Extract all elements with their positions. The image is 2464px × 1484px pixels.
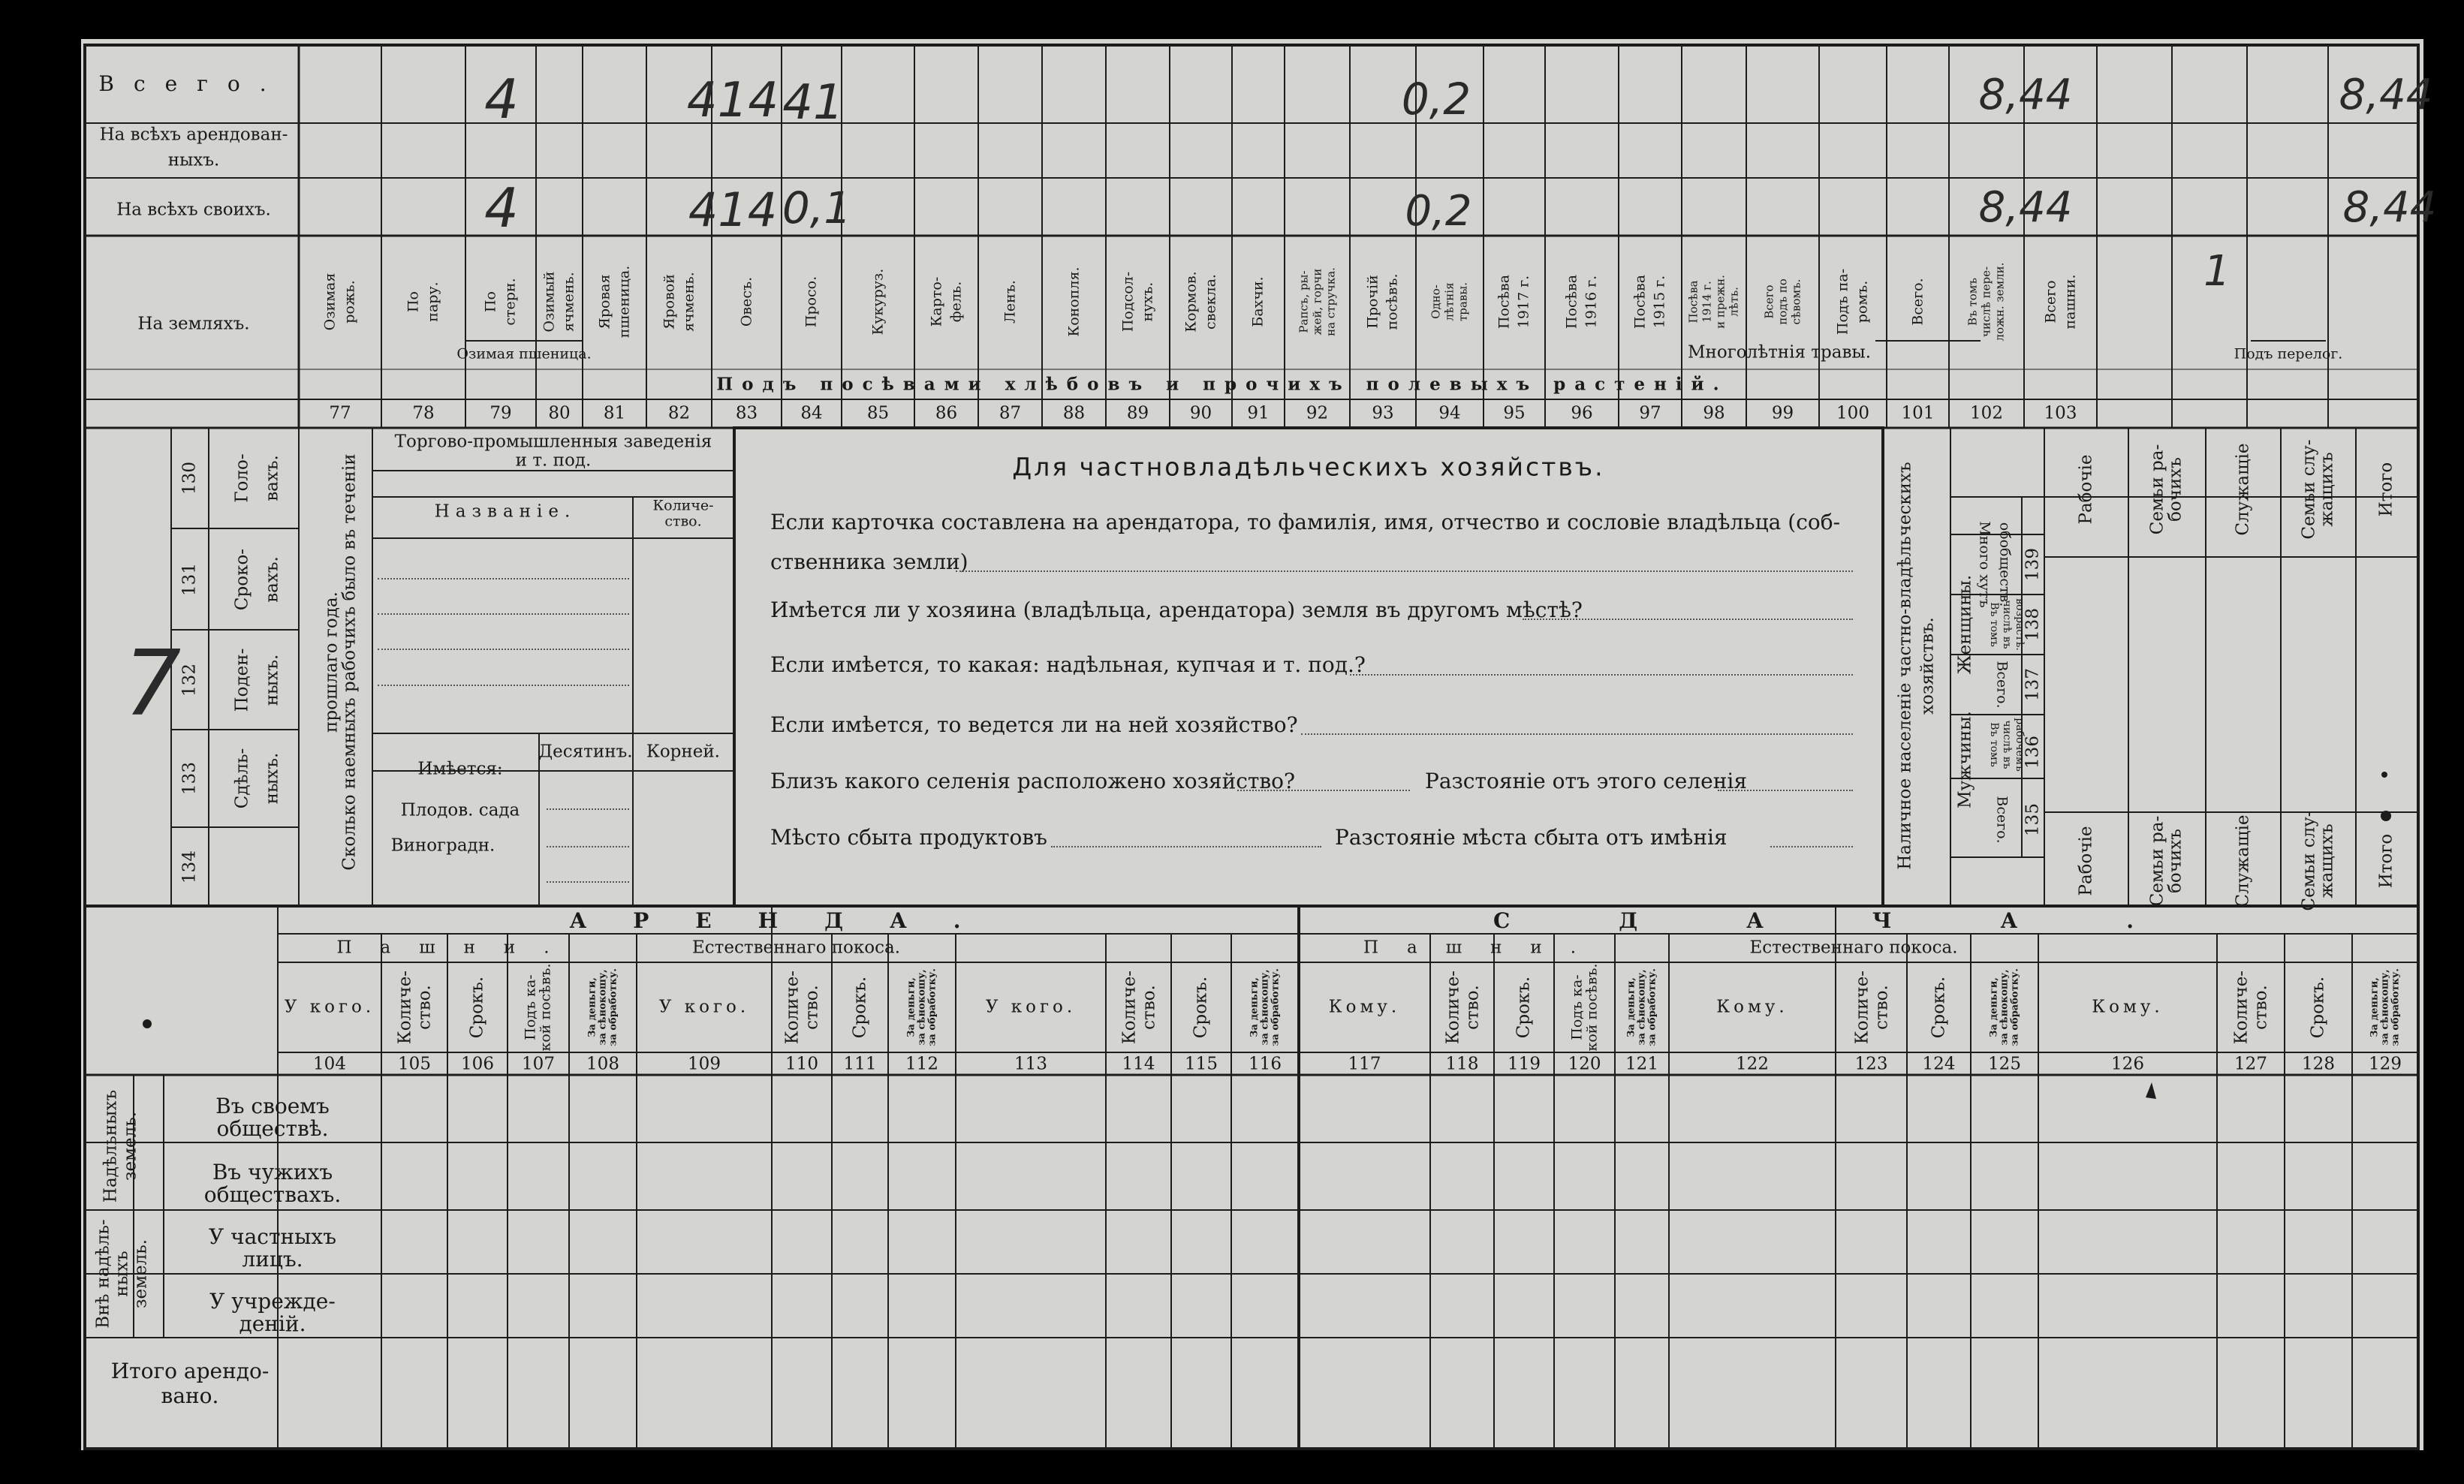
crop-col-label-96-1: 1916 г. bbox=[1583, 275, 1600, 329]
label-zhenshchiny: Женщины. bbox=[1955, 574, 1975, 675]
hw-svoikh-99: 8,44 bbox=[1978, 183, 2073, 232]
lease-col-num-125: 125 bbox=[1988, 1054, 2021, 1074]
lease-col-kolich-a-10: Количе- bbox=[1119, 970, 1139, 1045]
lease-nadel-2: земель. bbox=[120, 1111, 140, 1181]
lease-col-zadengi-17-0: За деньги, bbox=[1625, 977, 1637, 1037]
center-q6b: Разстоянiе мѣста сбыта отъ имѣнiя bbox=[1335, 825, 1728, 850]
lease-col-num-116: 116 bbox=[1249, 1054, 1282, 1074]
lease-itogo-2: вано. bbox=[161, 1383, 219, 1408]
lease-col-kolich-b-1: ство. bbox=[414, 985, 435, 1030]
lease-col-kolich-a-19: Количе- bbox=[1852, 970, 1872, 1045]
crop-col-label-89-0: Подсол- bbox=[1119, 271, 1136, 333]
lease-col-num-117: 117 bbox=[1348, 1054, 1381, 1074]
hw-svoikh-83: 0,1 bbox=[782, 182, 852, 233]
lease-group-pokos-1: Естественнаго покоса. bbox=[691, 938, 901, 958]
lease-col-kolich-b-23: ство. bbox=[2251, 985, 2271, 1030]
crop-col-label-81-1: пшеница. bbox=[616, 265, 632, 339]
lease-col-num-104: 104 bbox=[313, 1054, 346, 1074]
label-vsego-m: Всего. bbox=[1993, 796, 2011, 844]
crop-col-num-82: 82 bbox=[667, 403, 691, 423]
lease-col-num-110: 110 bbox=[785, 1054, 818, 1074]
label-mnogoletnie: Многолѣтнiя травы. bbox=[1687, 342, 1872, 363]
lease-col-posev-a-3: Подъ ка- bbox=[522, 974, 539, 1040]
crop-col-label-93-0: Прочiй bbox=[1364, 275, 1381, 329]
center-q6a: Мѣсто сбыта продуктовъ bbox=[770, 825, 1047, 850]
population-col-num-138: 138 bbox=[2023, 608, 2043, 641]
population-cat-bottom-3-1: жащихъ bbox=[2317, 823, 2337, 899]
crop-col-label-98-2: и прежн. bbox=[1713, 275, 1728, 329]
crop-col-label-99-0: Всего bbox=[1762, 284, 1776, 319]
lease-col-num-127: 127 bbox=[2234, 1054, 2267, 1074]
label-rabochem-m3: рабочемъ bbox=[2014, 718, 2026, 772]
row-label-vsego: Всего. bbox=[98, 71, 286, 96]
population-col-num-135: 135 bbox=[2023, 803, 2043, 836]
lease-col-zadengi-17-1: за сѣнокошу, bbox=[1636, 969, 1648, 1046]
crop-col-label-77-0: Озимая bbox=[321, 272, 339, 331]
population-cat-top-1-0: Семьи ра- bbox=[2147, 444, 2167, 535]
hired-col-label-133-1: ныхъ. bbox=[262, 752, 282, 805]
lease-col-zadengi-12-1: за сѣнокошу, bbox=[1259, 969, 1271, 1046]
lease-col-num-105: 105 bbox=[398, 1054, 431, 1074]
population-cat-bottom-1-0: Семьи ра- bbox=[2147, 815, 2167, 907]
hw-col-100: 1 bbox=[2203, 247, 2231, 296]
lease-col-srok-15: Срокъ. bbox=[1514, 976, 1534, 1039]
center-q5b: Разстоянiе отъ этого селенiя bbox=[1425, 769, 1747, 793]
crop-col-label-90-1: свекла. bbox=[1202, 274, 1218, 330]
lease-col-who-0: У кого. bbox=[284, 997, 375, 1017]
label-rabochem-m1: Въ томъ bbox=[1988, 722, 2000, 767]
lease-col-num-106: 106 bbox=[461, 1054, 494, 1074]
crop-col-label-102-2: ложн. земли. bbox=[1993, 262, 2007, 342]
banner-pod-posevami: Подъ посѣвами хлѣбовъ и прочихъ полевыхъ растенiй. bbox=[716, 374, 1728, 395]
lease-col-who-22: Кому. bbox=[2092, 997, 2164, 1017]
hw-svoikh-77: 4 bbox=[484, 176, 519, 239]
crop-col-label-92-0: Рапсъ, ры- bbox=[1297, 270, 1310, 333]
lease-group-pashni-0: Пашни. bbox=[336, 938, 578, 958]
lease-col-num-113: 113 bbox=[1014, 1054, 1047, 1074]
lease-col-num-112: 112 bbox=[905, 1054, 938, 1074]
vertical-hired-2: прошлаго года. bbox=[321, 591, 342, 733]
crop-col-label-100-0: Подъ па- bbox=[1834, 268, 1851, 336]
crop-col-label-81-0: Яровая bbox=[596, 274, 613, 330]
lease-col-zadengi-12-0: За деньги, bbox=[1249, 977, 1261, 1037]
hired-col-label-131-1: вахъ. bbox=[262, 555, 282, 603]
crop-col-num-88: 88 bbox=[1062, 403, 1086, 423]
crop-col-label-97-1: 1915 г. bbox=[1651, 275, 1668, 329]
center-q1b: ственника земли) bbox=[770, 549, 968, 574]
crop-col-label-85-0: Кукуруз. bbox=[869, 268, 886, 336]
crop-col-num-87: 87 bbox=[999, 403, 1022, 423]
center-q2: Имѣется ли у хозяина (владѣльца, арендатора) земля въ другомъ мѣстѣ? bbox=[770, 598, 1583, 622]
crop-col-num-98: 98 bbox=[1703, 403, 1725, 423]
crop-col-label-92-1: жей, горчи bbox=[1310, 268, 1324, 336]
label-korney: Корней. bbox=[646, 742, 720, 762]
lease-col-zadengi-25-1: за сѣнокошу, bbox=[2379, 969, 2391, 1046]
lease-col-num-118: 118 bbox=[1445, 1054, 1479, 1074]
crop-col-num-84: 84 bbox=[800, 403, 823, 423]
row-label-svoikh: На всѣхъ своихъ. bbox=[116, 200, 271, 220]
population-cat-bottom-2-0: Служащiе bbox=[2233, 814, 2253, 908]
center-q1a: Если карточка составлена на арендатора, то фамилiя, имя, отчество и сословiе владѣльца (соб- bbox=[770, 510, 1841, 534]
lease-col-posev-b-16: кой посѣвъ. bbox=[1583, 963, 1600, 1052]
crop-col-num-94: 94 bbox=[1438, 403, 1461, 423]
crop-col-num-95: 95 bbox=[1503, 403, 1526, 423]
crop-col-num-85: 85 bbox=[866, 403, 890, 423]
center-title: Для частновладѣльческихъ хозяйствъ. bbox=[1012, 452, 1605, 482]
label-desyatin: Десятинъ. bbox=[538, 742, 633, 762]
hw-vsego-77: 4 bbox=[484, 68, 519, 131]
hired-col-label-130-0: Голо- bbox=[232, 453, 252, 503]
population-cat-bottom-3-0: Семьи слу- bbox=[2299, 811, 2319, 911]
sdacha-banner: СДАЧА. bbox=[1493, 908, 2243, 933]
lease-itogo-1: Итого арендо- bbox=[110, 1359, 270, 1383]
hired-col-num-134: 134 bbox=[179, 850, 200, 883]
population-cat-top-3-0: Семьи слу- bbox=[2299, 439, 2319, 540]
crop-col-label-93-1: посѣвъ. bbox=[1384, 273, 1401, 330]
crop-col-label-98-1: 1914 г. bbox=[1700, 281, 1714, 323]
hw-vsego-83: 41 bbox=[782, 75, 844, 131]
crop-col-num-77: 77 bbox=[329, 403, 351, 423]
crop-col-label-98-0: Посѣва bbox=[1686, 280, 1700, 324]
crop-col-label-82-1: ячмень. bbox=[680, 272, 697, 332]
lease-col-kolich-a-1: Количе- bbox=[395, 970, 415, 1045]
hired-col-num-131: 131 bbox=[179, 562, 200, 596]
crop-col-label-82-0: Яровой bbox=[661, 274, 677, 330]
population-cat-bottom-0-0: Рабочiе bbox=[2076, 826, 2096, 896]
hw-vsego-91: 0,2 bbox=[1401, 74, 1471, 125]
label-imeetsya: Имѣется: bbox=[417, 759, 503, 779]
lease-col-zadengi-8-2: за обработку. bbox=[926, 968, 938, 1046]
label-ozimaya-pshenitsa: Озимая пшеница. bbox=[456, 345, 592, 363]
population-cat-top-3-1: жащихъ bbox=[2317, 452, 2337, 527]
torg-nazvanie: Названiе. bbox=[434, 501, 577, 522]
lease-col-who-5: У кого. bbox=[658, 997, 750, 1017]
torg-title-2: и т. под. bbox=[515, 450, 592, 471]
lease-col-zadengi-25-2: за обработку. bbox=[2390, 968, 2402, 1046]
lease-col-who-9: У кого. bbox=[985, 997, 1077, 1017]
crop-col-label-90-0: Кормов. bbox=[1182, 271, 1199, 333]
population-cat-bottom-4-0: Итого bbox=[2376, 833, 2396, 889]
lease-col-who-18: Кому. bbox=[1716, 997, 1788, 1017]
population-cat-top-2-0: Служащiе bbox=[2233, 443, 2253, 536]
crop-col-label-86-0: Карто- bbox=[928, 276, 944, 327]
lease-v-svoem-1: Въ своемъ bbox=[215, 1094, 330, 1118]
crop-col-label-77-1: рожь. bbox=[341, 280, 358, 324]
crop-col-label-101-0: Всего. bbox=[1909, 278, 1926, 326]
lease-group-pokos-4: Естественнаго покоса. bbox=[1749, 938, 1958, 958]
crop-col-num-83: 83 bbox=[735, 403, 758, 423]
hired-col-num-132: 132 bbox=[179, 663, 200, 697]
crop-col-label-96-0: Посѣва bbox=[1563, 274, 1580, 330]
form-grid-lines bbox=[81, 39, 2423, 1450]
lease-col-num-124: 124 bbox=[1922, 1054, 1956, 1074]
lease-col-num-109: 109 bbox=[688, 1054, 721, 1074]
crop-col-num-101: 101 bbox=[1901, 403, 1935, 423]
crop-col-num-78: 78 bbox=[412, 403, 435, 423]
crop-col-num-96: 96 bbox=[1571, 403, 1593, 423]
population-cat-top-4-0: Итого bbox=[2376, 462, 2396, 517]
label-muzhchiny: Мужчины. bbox=[1955, 711, 1975, 808]
lease-col-posev-a-16: Подъ ка- bbox=[1568, 974, 1585, 1040]
lease-group-pashni-3: Пашни. bbox=[1363, 938, 1605, 958]
crop-col-label-83-0: Овесъ. bbox=[738, 276, 755, 327]
lease-col-num-119: 119 bbox=[1508, 1054, 1541, 1074]
lease-col-who-13: Кому. bbox=[1328, 997, 1401, 1017]
crop-col-label-94-0: Одно- bbox=[1429, 284, 1443, 319]
torg-kolich-1: Количе- bbox=[652, 497, 714, 514]
lease-col-num-115: 115 bbox=[1185, 1054, 1218, 1074]
crop-col-num-97: 97 bbox=[1639, 403, 1661, 423]
crop-col-label-92-2: на стручка. bbox=[1324, 267, 1337, 336]
lease-u-chastnykh-2: лицъ. bbox=[242, 1247, 303, 1272]
lease-col-num-129: 129 bbox=[2369, 1054, 2402, 1074]
crop-col-num-99: 99 bbox=[1771, 403, 1794, 423]
lease-col-num-108: 108 bbox=[586, 1054, 619, 1074]
crop-col-num-89: 89 bbox=[1126, 403, 1149, 423]
label-mnogo-2: обобществ. bbox=[1996, 522, 2014, 607]
lease-col-srok-2: Срокъ. bbox=[467, 976, 487, 1039]
center-q3: Если имѣется, то какая: надѣльная, купчая и т. под.? bbox=[770, 652, 1366, 677]
arenda-banner: АРЕНДА. bbox=[569, 908, 1008, 933]
crop-col-label-87-0: Ленъ. bbox=[1002, 280, 1018, 324]
lease-col-zadengi-21-2: за обработку. bbox=[2009, 968, 2021, 1046]
lease-u-uchrezh-2: денiй. bbox=[239, 1311, 306, 1336]
population-cat-top-0-0: Рабочiе bbox=[2076, 454, 2096, 525]
lease-vne-3: земель. bbox=[131, 1239, 151, 1309]
lease-col-num-107: 107 bbox=[522, 1054, 555, 1074]
lease-col-num-111: 111 bbox=[843, 1054, 877, 1074]
label-rabochem-zh2: числѣ въ bbox=[2001, 600, 2013, 649]
lease-u-chastnykh-1: У частныхъ bbox=[208, 1224, 337, 1249]
lease-col-num-121: 121 bbox=[1625, 1054, 1658, 1074]
crop-col-num-103: 103 bbox=[2044, 403, 2077, 423]
crop-col-label-94-2: травы. bbox=[1456, 282, 1470, 321]
crop-col-label-99-1: подъ по bbox=[1776, 278, 1789, 325]
label-mnogo-1: Много хутъ bbox=[1976, 521, 1993, 608]
crop-col-label-99-2: сѣвомъ. bbox=[1789, 278, 1803, 325]
crop-col-num-81: 81 bbox=[603, 403, 626, 423]
lease-col-num-120: 120 bbox=[1568, 1054, 1601, 1074]
crop-col-num-92: 92 bbox=[1306, 403, 1329, 423]
lease-nadel-1: Надѣльныхъ bbox=[101, 1089, 121, 1203]
crop-col-label-86-1: фель. bbox=[947, 281, 964, 323]
hired-col-label-131-0: Сроко- bbox=[232, 548, 252, 610]
torg-title-1: Торгово-промышленныя заведенiя bbox=[394, 432, 712, 452]
lease-col-zadengi-12-2: за обработку. bbox=[1270, 968, 1282, 1046]
lease-col-num-114: 114 bbox=[1122, 1054, 1155, 1074]
hired-col-label-133-0: Сдѣль- bbox=[232, 748, 252, 809]
crop-col-label-103-0: Всего bbox=[2042, 280, 2059, 324]
torg-kolich-2: ство. bbox=[664, 513, 702, 530]
crop-col-num-80: 80 bbox=[548, 403, 571, 423]
crop-col-label-80-0: Озимый bbox=[541, 271, 558, 333]
crop-col-label-78-0: По bbox=[405, 290, 422, 313]
lease-col-zadengi-21-1: за сѣнокошу, bbox=[1999, 969, 2011, 1046]
hired-col-label-130-1: вахъ. bbox=[262, 455, 282, 501]
row-label-arend-1: На всѣхъ арендован- bbox=[99, 125, 288, 145]
crop-col-label-97-0: Посѣва bbox=[1631, 274, 1649, 330]
lease-col-srok-11: Срокъ. bbox=[1191, 976, 1211, 1039]
hired-col-num-133: 133 bbox=[179, 762, 200, 795]
vertical-population-1: Наличное населенiе частно-владѣльческихъ bbox=[1895, 462, 1915, 870]
crop-col-label-80-1: ячмень. bbox=[560, 272, 577, 332]
lease-col-zadengi-21-0: За деньги, bbox=[1988, 977, 2000, 1037]
lease-col-kolich-a-14: Количе- bbox=[1443, 970, 1462, 1045]
lease-col-kolich-b-10: ство. bbox=[1139, 985, 1158, 1030]
lease-col-srok-24: Срокъ. bbox=[2308, 976, 2328, 1039]
crop-col-label-95-1: 1917 г. bbox=[1515, 275, 1532, 329]
hw-vsego-103: 8,44 bbox=[2339, 71, 2433, 119]
hw-vsego-82: 414 bbox=[686, 73, 779, 128]
vertical-hired-1: Сколько наемныхъ рабочихъ было въ теченiи bbox=[339, 453, 360, 871]
crop-col-label-84-0: Просо. bbox=[803, 275, 820, 328]
lease-v-chuzhikh-2: обществахъ. bbox=[203, 1182, 342, 1207]
population-cat-top-1-1: бочихъ bbox=[2165, 457, 2185, 522]
lease-vne-1: Внѣ надѣль- bbox=[93, 1219, 113, 1329]
population-col-num-139: 139 bbox=[2023, 548, 2043, 581]
lease-col-zadengi-4-0: За деньги, bbox=[586, 977, 598, 1037]
crop-col-label-94-1: лѣтнiя bbox=[1442, 282, 1456, 321]
center-q4: Если имѣется, то ведется ли на ней хозяйство? bbox=[770, 712, 1298, 737]
crop-col-label-102-1: числѣ пере- bbox=[1979, 266, 1993, 338]
lease-col-kolich-b-19: ство. bbox=[1872, 985, 1891, 1030]
label-rabochem-m2: числѣ въ bbox=[2001, 720, 2013, 769]
crop-col-label-100-1: ромъ. bbox=[1854, 280, 1871, 324]
lease-col-zadengi-4-2: за обработку. bbox=[607, 968, 619, 1046]
label-perelog: Подъ перелог. bbox=[2234, 345, 2343, 363]
census-form-sheet bbox=[81, 39, 2437, 1450]
crop-col-label-89-1: нухъ. bbox=[1139, 281, 1155, 322]
crop-col-label-79-1: стерн. bbox=[502, 278, 519, 326]
label-vsego-zh: Всего. bbox=[1993, 661, 2011, 709]
hw-vsego-99: 8,44 bbox=[1978, 71, 2073, 119]
lease-col-num-122: 122 bbox=[1736, 1054, 1769, 1074]
population-cat-bottom-1-1: бочихъ bbox=[2165, 829, 2185, 893]
lease-vne-2: ныхъ bbox=[112, 1251, 132, 1297]
lease-col-srok-20: Срокъ. bbox=[1929, 976, 1948, 1039]
hw-side-7: 7 bbox=[123, 632, 182, 736]
crop-col-num-93: 93 bbox=[1372, 403, 1394, 423]
vertical-population-2: хозяйствъ. bbox=[1917, 617, 1938, 715]
crop-col-label-91-0: Бахчи. bbox=[1249, 276, 1267, 327]
lease-col-num-128: 128 bbox=[2302, 1054, 2335, 1074]
crop-col-label-78-1: пару. bbox=[424, 281, 441, 322]
hw-svoikh-103: 8,44 bbox=[2342, 183, 2437, 232]
crop-col-label-103-1: пашни. bbox=[2062, 274, 2078, 330]
crop-col-label-79-0: По bbox=[482, 290, 499, 313]
lease-col-posev-b-3: кой посѣвъ. bbox=[537, 963, 554, 1052]
hired-col-label-132-1: ныхъ. bbox=[262, 654, 282, 706]
population-col-num-136: 136 bbox=[2023, 736, 2043, 769]
lease-col-zadengi-8-1: за сѣнокошу, bbox=[916, 969, 928, 1046]
crop-col-label-95-0: Посѣва bbox=[1496, 274, 1513, 330]
hw-svoikh-82: 414 bbox=[688, 182, 778, 237]
crop-col-num-102: 102 bbox=[1970, 403, 2003, 423]
row-label-na-zemlyakh: На земляхъ. bbox=[137, 314, 250, 334]
lease-col-zadengi-25-0: За деньги, bbox=[2369, 977, 2381, 1037]
center-q5a: Близъ какого селенiя расположено хозяйство? bbox=[770, 769, 1296, 793]
crop-col-label-98-3: лѣть. bbox=[1727, 287, 1741, 317]
lease-v-chuzhikh-1: Въ чужихъ bbox=[212, 1160, 333, 1184]
crop-col-num-90: 90 bbox=[1189, 403, 1212, 423]
label-rabochem-zh3: возрастѣ. bbox=[2014, 598, 2026, 651]
hired-col-num-130: 130 bbox=[179, 462, 200, 495]
crop-col-num-91: 91 bbox=[1247, 403, 1270, 423]
lease-col-num-126: 126 bbox=[2111, 1054, 2144, 1074]
crop-col-num-79: 79 bbox=[489, 403, 512, 423]
label-vinograd: Виноградн. bbox=[390, 835, 496, 856]
lease-col-srok-7: Срокъ. bbox=[850, 976, 869, 1039]
hw-svoikh-91: 0,2 bbox=[1405, 187, 1472, 236]
label-rabochem-zh1: Въ томъ bbox=[1988, 602, 2000, 647]
lease-v-svoem-2: обществѣ. bbox=[216, 1116, 329, 1141]
crop-col-label-88-0: Конопля. bbox=[1065, 266, 1082, 337]
lease-col-kolich-a-6: Количе- bbox=[782, 970, 803, 1045]
lease-col-zadengi-4-1: за сѣнокошу, bbox=[597, 969, 609, 1046]
lease-col-kolich-b-6: ство. bbox=[802, 985, 822, 1030]
label-plodov-sada: Плодов. сада bbox=[400, 800, 520, 820]
lease-u-uchrezh-1: У учрежде- bbox=[209, 1289, 336, 1314]
lease-col-kolich-a-23: Количе- bbox=[2231, 970, 2252, 1045]
hired-col-label-132-0: Поден- bbox=[232, 648, 252, 712]
lease-col-zadengi-8-0: За деньги, bbox=[905, 977, 917, 1037]
lease-col-kolich-b-14: ство. bbox=[1462, 985, 1482, 1030]
crop-col-num-86: 86 bbox=[935, 403, 958, 423]
lease-col-zadengi-17-2: за обработку. bbox=[1646, 968, 1658, 1046]
row-label-arend-2: ныхъ. bbox=[167, 150, 220, 170]
crop-col-label-102-0: Въ томъ bbox=[1965, 278, 1980, 326]
lease-col-num-123: 123 bbox=[1854, 1054, 1888, 1074]
crop-col-num-100: 100 bbox=[1836, 403, 1869, 423]
population-col-num-137: 137 bbox=[2023, 668, 2043, 701]
